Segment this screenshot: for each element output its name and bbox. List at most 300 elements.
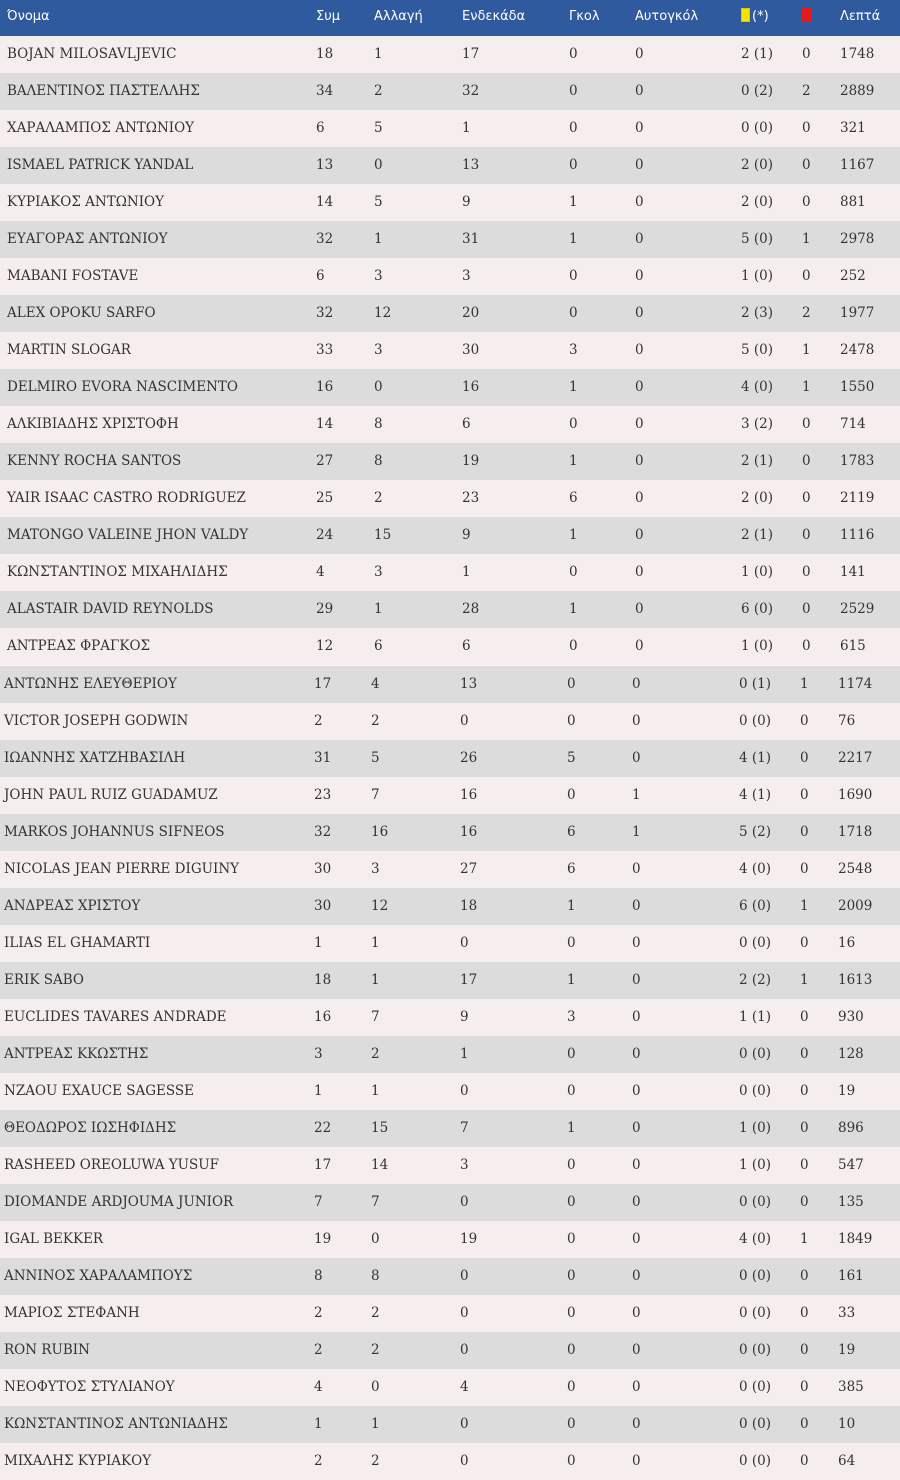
cell-subs: 15 [371, 1120, 389, 1136]
table-row [0, 962, 900, 999]
cell-subs: 5 [374, 194, 383, 210]
cell-starts: 32 [462, 83, 480, 99]
cell-own-goals: 0 [632, 1453, 641, 1469]
cell-minutes: 881 [840, 194, 866, 210]
cell-goals: 0 [567, 935, 576, 951]
header-name[interactable]: Όνομα [7, 9, 50, 24]
cell-yellow-cards: 0 (0) [739, 1305, 772, 1321]
cell-subs: 5 [374, 120, 383, 136]
cell-red-cards: 0 [802, 564, 811, 580]
table-row [0, 332, 900, 369]
header-apps[interactable]: Συμ [316, 9, 341, 24]
cell-goals: 0 [567, 1231, 576, 1247]
table-row [0, 851, 900, 888]
cell-subs: 1 [374, 601, 383, 617]
cell-minutes: 141 [840, 564, 866, 580]
cell-starts: 17 [462, 46, 480, 62]
table-row [0, 36, 900, 73]
cell-minutes: 10 [838, 1416, 856, 1432]
cell-own-goals: 0 [635, 379, 644, 395]
cell-yellow-cards: 0 (0) [739, 1083, 772, 1099]
cell-minutes: 1174 [838, 676, 873, 692]
cell-own-goals: 0 [632, 1342, 641, 1358]
cell-yellow-cards: 0 (0) [741, 120, 774, 136]
cell-goals: 5 [567, 750, 576, 766]
cell-starts: 16 [460, 824, 478, 840]
cell-yellow-cards: 2 (0) [741, 490, 774, 506]
cell-own-goals: 0 [635, 490, 644, 506]
cell-name[interactable]: ΑΝΝΙΝΟΣ ΧΑΡΑΛΑΜΠΟΥΣ [4, 1268, 193, 1284]
table-row [0, 147, 900, 184]
cell-starts: 0 [460, 935, 469, 951]
cell-name[interactable]: ΑΝΤΩΝΗΣ ΕΛΕΥΘΕΡΙΟΥ [4, 676, 177, 692]
cell-own-goals: 0 [635, 194, 644, 210]
cell-goals: 0 [569, 305, 578, 321]
cell-apps: 7 [314, 1194, 323, 1210]
table-row [0, 184, 900, 221]
cell-subs: 2 [371, 713, 380, 729]
cell-name[interactable]: ΒΑΛΕΝΤΙΝΟΣ ΠΑΣΤΕΛΛΗΣ [7, 83, 200, 99]
cell-starts: 3 [462, 268, 471, 284]
cell-starts: 0 [460, 1268, 469, 1284]
table-row [0, 925, 900, 962]
cell-name[interactable]: BOJAN MILOSAVLJEVIC [7, 46, 177, 62]
cell-apps: 1 [314, 1416, 323, 1432]
cell-apps: 2 [314, 1342, 323, 1358]
cell-name[interactable]: ΧΑΡΑΛΑΜΠΟΣ ΑΝΤΩΝΙΟΥ [7, 120, 195, 136]
cell-yellow-cards: 2 (0) [741, 194, 774, 210]
header-subs[interactable]: Αλλαγή [374, 9, 423, 24]
cell-subs: 1 [371, 1083, 380, 1099]
table-row [0, 1073, 900, 1110]
cell-apps: 6 [316, 120, 325, 136]
cell-red-cards: 0 [802, 453, 811, 469]
cell-minutes: 385 [838, 1379, 864, 1395]
cell-own-goals: 0 [632, 750, 641, 766]
cell-goals: 1 [569, 453, 578, 469]
cell-subs: 2 [371, 1046, 380, 1062]
cell-red-cards: 0 [802, 527, 811, 543]
cell-name[interactable]: MABANI FOSTAVE [7, 268, 139, 284]
cell-own-goals: 0 [632, 713, 641, 729]
cell-minutes: 19 [838, 1083, 856, 1099]
cell-name[interactable]: ΑΝΔΡΕΑΣ ΧΡΙΣΤΟΥ [4, 898, 141, 914]
cell-own-goals: 0 [635, 453, 644, 469]
cell-apps: 29 [316, 601, 334, 617]
cell-minutes: 2889 [840, 83, 875, 99]
cell-name[interactable]: ILIAS EL GHAMARTI [4, 935, 151, 951]
cell-red-cards: 0 [800, 861, 809, 877]
cell-red-cards: 0 [800, 787, 809, 803]
cell-yellow-cards: 4 (1) [739, 750, 772, 766]
cell-red-cards: 0 [800, 1120, 809, 1136]
cell-goals: 1 [569, 527, 578, 543]
cell-goals: 0 [567, 1268, 576, 1284]
cell-minutes: 2529 [840, 601, 875, 617]
cell-yellow-cards: 0 (0) [739, 935, 772, 951]
cell-name[interactable]: ΑΛΚΙΒΙΑΔΗΣ ΧΡΙΣΤΟΦΗ [7, 416, 179, 432]
cell-starts: 9 [460, 1009, 469, 1025]
cell-red-cards: 0 [802, 120, 811, 136]
cell-minutes: 1690 [838, 787, 873, 803]
cell-name[interactable]: ΙΩΑΝΝΗΣ ΧΑΤΖΗΒΑΣΙΛΗ [4, 750, 186, 766]
table-row [0, 1258, 900, 1295]
cell-name[interactable]: YAIR ISAAC CASTRO RODRIGUEZ [7, 490, 246, 506]
cell-own-goals: 0 [635, 527, 644, 543]
cell-starts: 26 [460, 750, 478, 766]
cell-starts: 19 [462, 453, 480, 469]
cell-yellow-cards: 0 (0) [739, 1194, 772, 1210]
cell-goals: 1 [569, 194, 578, 210]
cell-own-goals: 0 [632, 1157, 641, 1173]
cell-minutes: 1783 [840, 453, 875, 469]
cell-subs: 5 [371, 750, 380, 766]
cell-name[interactable]: ΘΕΟΔΩΡΟΣ ΙΩΣΗΦΙΔΗΣ [4, 1120, 177, 1136]
cell-apps: 8 [314, 1268, 323, 1284]
cell-red-cards: 0 [800, 1268, 809, 1284]
cell-apps: 1 [314, 935, 323, 951]
cell-subs: 16 [371, 824, 389, 840]
cell-starts: 6 [462, 638, 471, 654]
table-row [0, 1443, 900, 1480]
cell-goals: 0 [567, 1305, 576, 1321]
cell-apps: 2 [314, 1305, 323, 1321]
cell-red-cards: 0 [802, 601, 811, 617]
table-row [0, 517, 900, 554]
cell-name[interactable]: NZAOU EXAUCE SAGESSE [4, 1083, 195, 1099]
cell-subs: 0 [374, 157, 383, 173]
cell-subs: 1 [374, 46, 383, 62]
cell-red-cards: 0 [802, 416, 811, 432]
cell-red-cards: 1 [802, 379, 811, 395]
cell-name[interactable]: ΑΝΤΡΕΑΣ ΦΡΑΓΚΟΣ [7, 638, 151, 654]
cell-red-cards: 0 [802, 268, 811, 284]
cell-apps: 31 [314, 750, 332, 766]
cell-minutes: 64 [838, 1453, 856, 1469]
cell-own-goals: 0 [632, 898, 641, 914]
cell-yellow-cards: 1 (0) [739, 1120, 772, 1136]
table-row [0, 999, 900, 1036]
cell-apps: 1 [314, 1083, 323, 1099]
cell-subs: 2 [374, 490, 383, 506]
cell-goals: 0 [567, 787, 576, 803]
table-row [0, 703, 900, 740]
cell-starts: 0 [460, 1453, 469, 1469]
cell-red-cards: 2 [802, 305, 811, 321]
cell-subs: 15 [374, 527, 392, 543]
cell-apps: 17 [314, 676, 332, 692]
cell-goals: 0 [567, 1416, 576, 1432]
table-row [0, 221, 900, 258]
cell-goals: 0 [567, 713, 576, 729]
cell-yellow-cards: 4 (0) [739, 1231, 772, 1247]
cell-starts: 9 [462, 194, 471, 210]
cell-starts: 3 [460, 1157, 469, 1173]
cell-red-cards: 0 [800, 1379, 809, 1395]
cell-subs: 3 [374, 564, 383, 580]
table-row [0, 814, 900, 851]
cell-subs: 6 [374, 638, 383, 654]
cell-goals: 0 [569, 416, 578, 432]
cell-goals: 0 [569, 83, 578, 99]
cell-yellow-cards: 4 (0) [739, 861, 772, 877]
cell-own-goals: 0 [635, 120, 644, 136]
cell-name[interactable]: MATONGO VALEINE JHON VALDY [7, 527, 249, 543]
cell-subs: 3 [371, 861, 380, 877]
cell-subs: 7 [371, 1194, 380, 1210]
cell-apps: 22 [314, 1120, 332, 1136]
cell-yellow-cards: 5 (2) [739, 824, 772, 840]
table-row [0, 73, 900, 110]
cell-minutes: 1977 [840, 305, 875, 321]
cell-goals: 6 [567, 861, 576, 877]
table-row [0, 110, 900, 147]
cell-subs: 8 [374, 453, 383, 469]
cell-starts: 0 [460, 1416, 469, 1432]
table-row [0, 1184, 900, 1221]
cell-apps: 34 [316, 83, 334, 99]
cell-minutes: 547 [838, 1157, 864, 1173]
cell-starts: 0 [460, 1342, 469, 1358]
cell-name[interactable]: RASHEED OREOLUWA YUSUF [4, 1157, 220, 1173]
table-row [0, 591, 900, 628]
cell-name[interactable]: DELMIRO EVORA NASCIMENTO [7, 379, 238, 395]
cell-apps: 24 [316, 527, 334, 543]
cell-yellow-cards: 5 (0) [741, 231, 774, 247]
cell-goals: 1 [569, 601, 578, 617]
cell-name[interactable]: DIOMANDE ARDJOUMA JUNIOR [4, 1194, 234, 1210]
cell-yellow-cards: 0 (0) [739, 1379, 772, 1395]
cell-own-goals: 0 [632, 972, 641, 988]
cell-own-goals: 0 [635, 46, 644, 62]
cell-goals: 1 [569, 379, 578, 395]
cell-red-cards: 0 [802, 46, 811, 62]
cell-apps: 14 [316, 416, 334, 432]
cell-name[interactable]: IGAL BEKKER [4, 1231, 104, 1247]
cell-yellow-cards: 1 (0) [741, 564, 774, 580]
cell-own-goals: 0 [635, 268, 644, 284]
cell-own-goals: 0 [632, 1046, 641, 1062]
cell-apps: 30 [314, 861, 332, 877]
cell-apps: 14 [316, 194, 334, 210]
cell-name[interactable]: KENNY ROCHA SANTOS [7, 453, 182, 469]
cell-own-goals: 0 [632, 1416, 641, 1432]
cell-starts: 0 [460, 1305, 469, 1321]
cell-apps: 30 [314, 898, 332, 914]
cell-name[interactable]: ΑΝΤΡΕΑΣ ΚΚΩΣΤΗΣ [4, 1046, 149, 1062]
table-row [0, 406, 900, 443]
cell-subs: 1 [371, 972, 380, 988]
cell-own-goals: 0 [632, 676, 641, 692]
cell-yellow-cards: 4 (1) [739, 787, 772, 803]
cell-own-goals: 0 [632, 1231, 641, 1247]
cell-own-goals: 1 [632, 787, 641, 803]
cell-goals: 6 [567, 824, 576, 840]
cell-own-goals: 0 [635, 564, 644, 580]
cell-name[interactable]: MARTIN SLOGAR [7, 342, 131, 358]
cell-name[interactable]: ALASTAIR DAVID REYNOLDS [7, 601, 214, 617]
cell-apps: 18 [316, 46, 334, 62]
cell-minutes: 896 [838, 1120, 864, 1136]
cell-name[interactable]: ΚΩΝΣΤΑΝΤΙΝΟΣ ΜΙΧΑΗΛΙΔΗΣ [7, 564, 228, 580]
cell-starts: 9 [462, 527, 471, 543]
cell-red-cards: 0 [800, 1009, 809, 1025]
cell-minutes: 1116 [840, 527, 875, 543]
cell-goals: 0 [567, 1046, 576, 1062]
cell-apps: 2 [314, 713, 323, 729]
cell-name[interactable]: VICTOR JOSEPH GODWIN [4, 713, 189, 729]
cell-minutes: 135 [838, 1194, 864, 1210]
cell-yellow-cards: 0 (0) [739, 1342, 772, 1358]
cell-starts: 18 [460, 898, 478, 914]
cell-red-cards: 0 [802, 194, 811, 210]
table-row [0, 480, 900, 517]
cell-goals: 0 [569, 157, 578, 173]
header-red-cards[interactable] [802, 0, 811, 36]
cell-minutes: 930 [838, 1009, 864, 1025]
cell-name[interactable]: ΚΥΡΙΑΚΟΣ ΑΝΤΩΝΙΟΥ [7, 194, 165, 210]
cell-red-cards: 0 [800, 1416, 809, 1432]
cell-name[interactable]: JOHN PAUL RUIZ GUADAMUZ [4, 787, 218, 803]
cell-minutes: 1550 [840, 379, 875, 395]
cell-name[interactable]: RON RUBIN [4, 1342, 90, 1358]
cell-apps: 16 [314, 1009, 332, 1025]
cell-yellow-cards: 0 (0) [739, 713, 772, 729]
cell-name[interactable]: MARKOS JOHANNUS SIFNEOS [4, 824, 225, 840]
cell-goals: 1 [569, 231, 578, 247]
cell-starts: 13 [462, 157, 480, 173]
cell-yellow-cards: 1 (0) [741, 638, 774, 654]
cell-own-goals: 0 [635, 638, 644, 654]
cell-goals: 0 [567, 1342, 576, 1358]
cell-starts: 4 [460, 1379, 469, 1395]
cell-starts: 19 [460, 1231, 478, 1247]
header-minutes[interactable]: Λεπτά [840, 9, 881, 24]
cell-yellow-cards: 0 (1) [739, 676, 772, 692]
cell-own-goals: 0 [632, 861, 641, 877]
cell-apps: 17 [314, 1157, 332, 1173]
cell-red-cards: 1 [800, 898, 809, 914]
cell-red-cards: 0 [800, 1083, 809, 1099]
cell-name[interactable]: ERIK SABO [4, 972, 84, 988]
cell-name[interactable]: ΝΕΟΦΥΤΟΣ ΣΤΥΛΙΑΝΟΥ [4, 1379, 175, 1395]
cell-subs: 2 [371, 1305, 380, 1321]
table-row [0, 888, 900, 925]
header-yellow-cards[interactable] [741, 0, 769, 36]
cell-red-cards: 0 [800, 935, 809, 951]
cell-yellow-cards: 2 (1) [741, 46, 774, 62]
cell-yellow-cards: 3 (2) [741, 416, 774, 432]
cell-own-goals: 0 [632, 935, 641, 951]
cell-subs: 2 [371, 1342, 380, 1358]
cell-starts: 6 [462, 416, 471, 432]
cell-minutes: 128 [838, 1046, 864, 1062]
cell-name[interactable]: ΜΙΧΑΛΗΣ ΚΥΡΙΑΚΟΥ [4, 1453, 152, 1469]
cell-apps: 6 [316, 268, 325, 284]
header-yellow-suffix: (*) [752, 9, 769, 24]
cell-goals: 0 [567, 1453, 576, 1469]
cell-name[interactable]: ΜΑΡΙΟΣ ΣΤΕΦΑΝΗ [4, 1305, 140, 1321]
cell-starts: 28 [462, 601, 480, 617]
cell-subs: 1 [371, 1416, 380, 1432]
cell-starts: 13 [460, 676, 478, 692]
cell-own-goals: 0 [635, 601, 644, 617]
cell-goals: 1 [567, 972, 576, 988]
header-own-goals[interactable]: Αυτογκόλ [635, 9, 699, 24]
cell-minutes: 252 [840, 268, 866, 284]
cell-subs: 0 [374, 379, 383, 395]
cell-subs: 3 [374, 268, 383, 284]
cell-name[interactable]: EUCLIDES TAVARES ANDRADE [4, 1009, 227, 1025]
cell-yellow-cards: 2 (2) [739, 972, 772, 988]
cell-subs: 7 [371, 1009, 380, 1025]
cell-subs: 0 [371, 1379, 380, 1395]
yellow-card-icon [741, 8, 750, 22]
cell-apps: 16 [316, 379, 334, 395]
cell-red-cards: 0 [802, 638, 811, 654]
cell-name[interactable]: ISMAEL PATRICK YANDAL [7, 157, 194, 173]
cell-starts: 20 [462, 305, 480, 321]
cell-name[interactable]: ΚΩΝΣΤΑΝΤΙΝΟΣ ΑΝΤΩΝΙΑΔΗΣ [4, 1416, 228, 1432]
cell-goals: 0 [569, 268, 578, 284]
cell-apps: 4 [314, 1379, 323, 1395]
table-row [0, 554, 900, 591]
cell-red-cards: 0 [800, 1194, 809, 1210]
cell-yellow-cards: 1 (1) [739, 1009, 772, 1025]
cell-apps: 32 [316, 305, 334, 321]
cell-subs: 12 [371, 898, 389, 914]
header-starts[interactable]: Ενδεκάδα [462, 9, 526, 24]
red-card-icon [802, 8, 811, 22]
table-row [0, 1221, 900, 1258]
cell-minutes: 1849 [838, 1231, 873, 1247]
header-goals[interactable]: Γκολ [569, 9, 600, 24]
cell-goals: 3 [567, 1009, 576, 1025]
table-row [0, 1332, 900, 1369]
cell-apps: 32 [316, 231, 334, 247]
cell-apps: 19 [314, 1231, 332, 1247]
cell-red-cards: 0 [800, 824, 809, 840]
cell-own-goals: 0 [632, 1379, 641, 1395]
cell-minutes: 1718 [838, 824, 873, 840]
cell-minutes: 2217 [838, 750, 873, 766]
cell-name[interactable]: ΕΥΑΓΟΡΑΣ ΑΝΤΩΝΙΟΥ [7, 231, 168, 247]
cell-name[interactable]: NICOLAS JEAN PIERRE DIGUINY [4, 861, 240, 877]
cell-yellow-cards: 4 (0) [741, 379, 774, 395]
table-row [0, 369, 900, 406]
table-row [0, 1147, 900, 1184]
cell-own-goals: 0 [632, 1268, 641, 1284]
cell-apps: 23 [314, 787, 332, 803]
cell-goals: 0 [567, 1083, 576, 1099]
cell-starts: 17 [460, 972, 478, 988]
cell-starts: 1 [460, 1046, 469, 1062]
cell-yellow-cards: 5 (0) [741, 342, 774, 358]
cell-yellow-cards: 0 (0) [739, 1416, 772, 1432]
cell-name[interactable]: ALEX OPOKU SARFO [7, 305, 156, 321]
cell-goals: 0 [567, 1379, 576, 1395]
cell-red-cards: 0 [800, 750, 809, 766]
cell-own-goals: 0 [635, 83, 644, 99]
cell-yellow-cards: 0 (2) [741, 83, 774, 99]
cell-own-goals: 0 [635, 157, 644, 173]
table-row [0, 1036, 900, 1073]
cell-minutes: 714 [840, 416, 866, 432]
cell-goals: 1 [567, 1120, 576, 1136]
cell-yellow-cards: 2 (0) [741, 157, 774, 173]
cell-subs: 2 [374, 83, 383, 99]
cell-subs: 8 [374, 416, 383, 432]
